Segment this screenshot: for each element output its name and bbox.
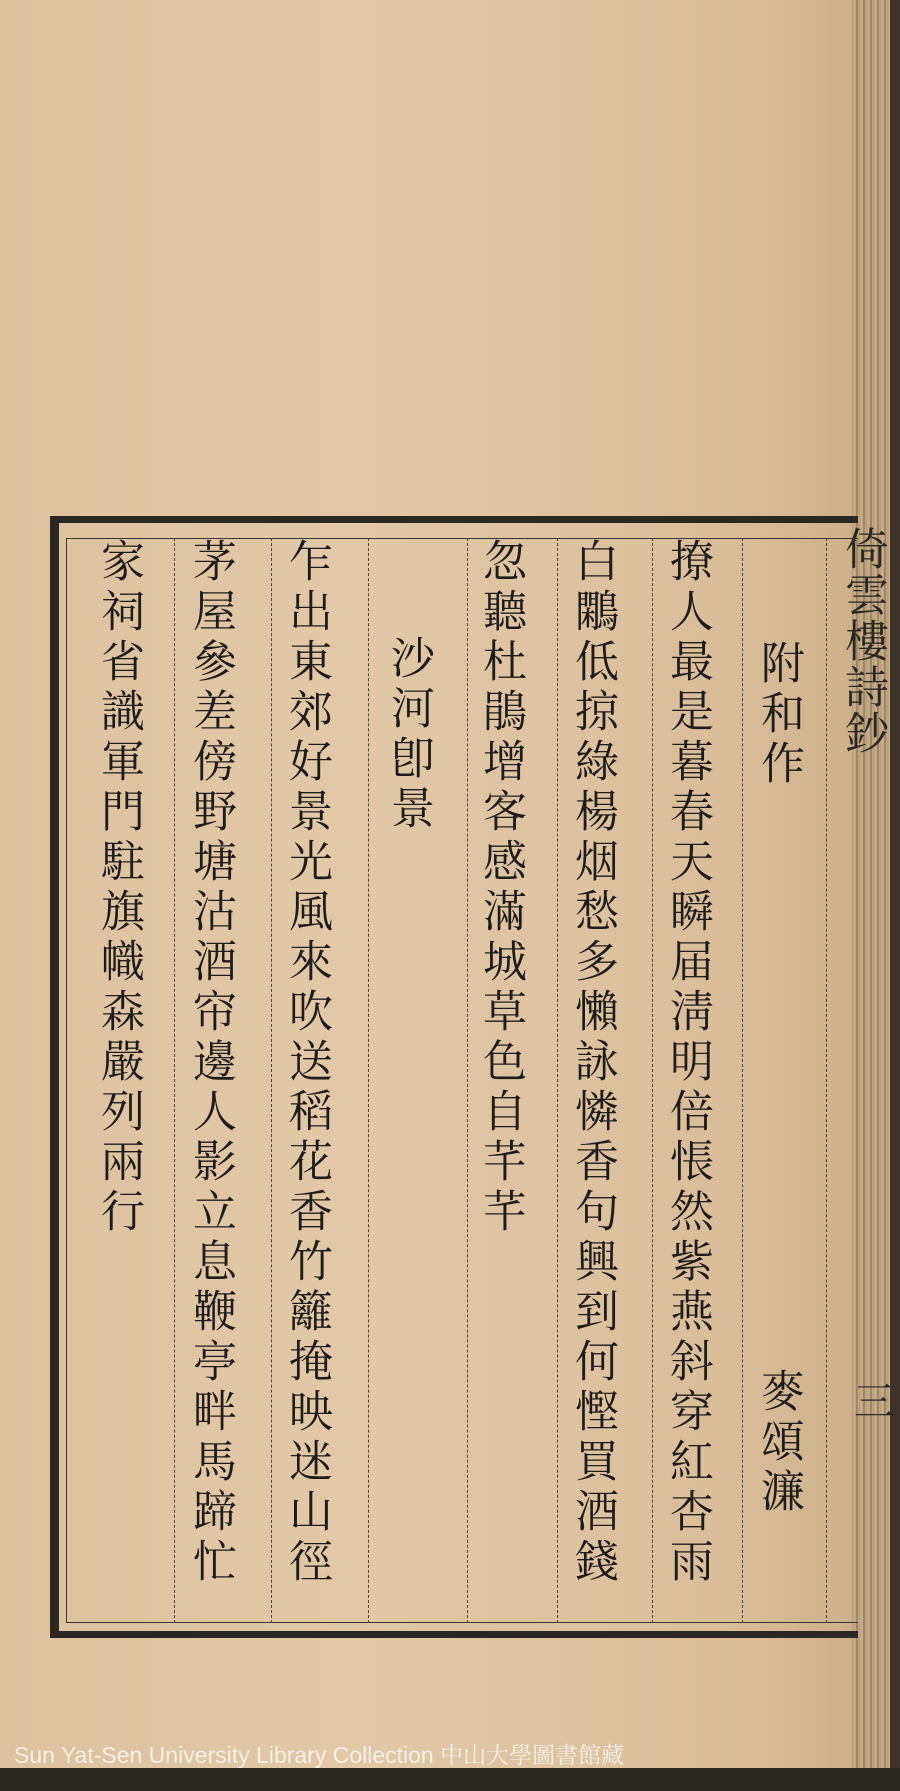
- library-caption: Sun Yat-Sen University Library Collection 中山大學圖書館藏: [14, 1742, 625, 1768]
- margin-title: 倚雲樓詩鈔: [837, 526, 888, 756]
- poem-column: 白鷴低掠綠楊烟愁多懶詠憐香句興到何慳買酒錢: [567, 538, 618, 1588]
- column-rule: [652, 538, 653, 1623]
- author-name: 麥頌濂: [753, 1368, 804, 1518]
- column-rule: [174, 538, 175, 1623]
- column-rule: [271, 538, 272, 1623]
- column-rule: [467, 538, 468, 1623]
- poem-column: 乍出東郊好景光風來吹送稻花香竹籬掩映迷山徑: [281, 538, 332, 1588]
- column-rule: [742, 538, 743, 1623]
- column-rule: [368, 538, 369, 1623]
- column-rule: [826, 538, 827, 1623]
- column-rule: [557, 538, 558, 1623]
- section-heading: 附和作: [753, 640, 804, 790]
- poem-column: 忽聽杜鵑增客感滿城草色自芊芊: [475, 538, 526, 1238]
- poem-column: 家祠省識軍門駐旗幟森嚴列兩行: [93, 538, 144, 1238]
- poem-column: 茅屋參差傍野塘沽酒帘邊人影立息鞭亭畔馬蹄忙: [185, 538, 236, 1588]
- folio-number: 三: [854, 1379, 894, 1425]
- poem-title: 沙河卽景: [383, 635, 434, 835]
- poem-column: 撩人最是暮春天瞬届淸明倍悵然紫燕斜穿紅杏雨: [662, 538, 713, 1588]
- spine-shadow: [890, 0, 900, 1768]
